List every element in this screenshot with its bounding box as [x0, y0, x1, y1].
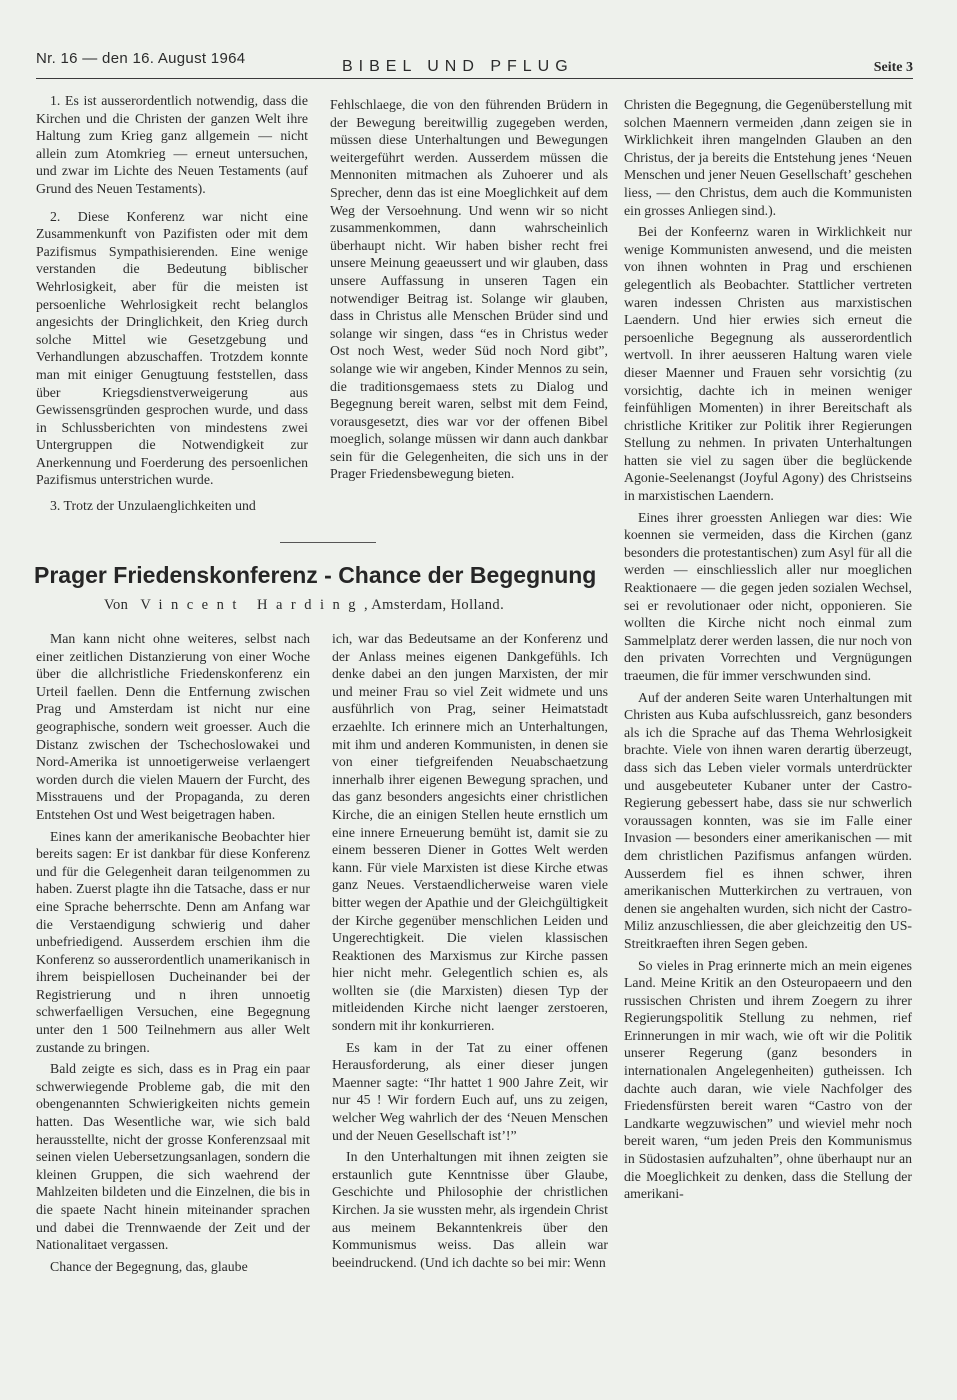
masthead-title: BIBEL UND PFLUG [342, 58, 574, 75]
article-byline [104, 597, 504, 614]
paragraph: Christen die Begegnung, die Gegenüberstellung mit solchen Maennern vermeiden ,dann zeigen sie in Wirklichkeit ihren mangelnden Glauben an den Christus, der ja bereits die Entstehung jenes ‘Neuen Menschen und jener Neuen Gesellschaft’ geschehen liess, — den Christus, dem auch die Kommunisten ein grosses Anliegen sind.). [624, 97, 912, 218]
page-number: Seite 3 [873, 60, 913, 75]
paragraph: 1. Es ist ausserordentlich notwendig, dass die Kirchen und die Christen der ganzen Welt ihre Haltung zum Krieg ganz allgemein — nicht allein zum Atomkrieg — erneut untersuchen, und zwar im Lichte des Neuen Testaments (auf Grund des Neuen Testaments). [36, 93, 308, 196]
top-column-2 [330, 96, 608, 487]
article-column-3 [624, 96, 912, 1207]
paragraph: Bald zeigte es sich, dass es in Prag ein paar schwerwiegende Probleme gab, die mit den obengenannten Schwierigkeiten nichts gemein hatten. Das Wesentliche war, wie sich bald herausstellte, nicht der grosse Konferenzsaal mit seinen vielen Uebersetzungsanlagen, sondern die kleinen Gruppen, die sich waehrend der Mahlzeiten bildeten und die Einzelnen, die bis in die spaete Nacht hinein miteinander sprachen und dabei die Trennwaende der Zeit und der Nationalitaet vergassen. [36, 1061, 310, 1253]
paragraph: Chance der Begegnung, das, glaube [50, 1258, 248, 1274]
byline-prefix: Von [104, 597, 129, 613]
paragraph: Bei der Konfeernz waren in Wirklichkeit nur wenige Kommunisten anwesend, und die meisten von ihnen wohnten in Prag und erschienen gelegentlich als Beobachter. Stattlicher vertreten waren indessen Christen aus marxistischen Laendern. Und hier erwies sich erneut die persoenliche Begegnung als ausserordentlich wertvoll. In ihrer aeusseren Haltung waren viele dieser Maenner und Frauen sehr vorsichtig (zu vorsichtig, dachte ich in meinen weniger feinfühligen Momenten) in ihrer Bereitschaft als christliche Kritiker zur Politik ihrer Regierungen Stellung zu nehmen. In privaten Unterhaltungen hatten sie viel zu sagen über die beglückende Agonie-Seelenangst (Joyful Agony) des Christseins in marxistischen Laendern. [624, 224, 912, 504]
page-header [36, 46, 913, 80]
paragraph: So vieles in Prag erinnerte mich an mein eigenes Land. Meine Kritik an den Osteuropaeern und den russischen Christen und ihrem Zoegern zu ihrer Regierungspolitik Stellung zu nehmen, rief Erinnerungen in mir wach, wie oft wir die Politik unserer Regerung (ganz besonders in internationalen Angelegenheiten) gutheissen. Ich dachte auch daran, wie viele Nachfolger des Friedensfürsten bereit waren “Castro von der Landkarte wegzuwischen” und wieviel mehr noch bereit waren, “um jeden Preis den Kommunismus in Südostasien aufzuhalten”, ohne überhaupt nur an die Moeglichkeit zu denken, dass die Stellung der amerikani- [624, 957, 912, 1202]
paragraph: Fehlschlaege, die von den führenden Brüdern in der Bewegung bereitwillig zugegeben werden, müssen diese Unterhaltungen und Bewegungen weitergeführt werden. Ausserdem müssen die Mennoniten mitmachen als Zuhoerer und als Sprecher, denn das ist eine Moeglichkeit auf dem Weg der Versoehnung. Und wenn wir so nicht zusammenkommen, dann wahrscheinlich überhaupt nicht. Wir haben bisher recht frei unsere Meinung geaeussert und wir glauben, dass unsere Auffassung in unseren Tagen ein notwendiger Beitrag ist. Solange wir glauben, dass in Christus alle Menschen Brüder sind und solange wir singen, dass “es in Christus weder Ost noch West, weder Süd noch Nord gibt”, solange wie wir angeben, Kinder Mennos zu sein, die traditionsgemaess stets zu Dialog und Begegnung bereit waren, selbst mit dem Feind, vorausgesetzt, dies war vor der offenen Bibel moeglich, solange müssen wir dann auch dankbar sein für die Gelegenheiten, die sich uns in der Prager Friedensbewegung bieten. [330, 97, 608, 482]
paragraph: Man kann nicht ohne weiteres, selbst nach einer zeitlichen Distanzierung von einer Woche über die allchristliche Friedenskonferenz ein Urteil faellen. Denn die Entfernung zwischen Prag und Amsterdam ist nicht nur eine geographische, sondern weit groesser. Auch die Distanz zwischen der Tschechoslowakei und Nord-Amerika ist unnoetigerweise verlaengert worden durch die vielen Mauern der Furcht, des Misstrauens und der Propaganda, zu deren Entstehen Ost und West beigetragen haben. [36, 631, 310, 822]
section-divider [280, 542, 376, 543]
paragraph: 3. Trotz der Unzulaenglichkeiten und [50, 498, 256, 514]
author-name: Vincent Harding [140, 597, 365, 613]
paragraph: Eines kann der amerikanische Beobachter hier bereits sagen: Er ist dankbar für diese Konferenz und für die Gelegenheit daran teilgenommen zu haben. Zuerst plagte ihn die Tatsache, dass er nur eine Sprache beherrschte. Denn am Anfang war die Verstaendigung schwierig und daher unbefriedigend. Ausserdem erschien ihm die Konferenz so ausserordentlich unamerikanisch in ihrem beispiellosen Ducheinander bei der Registrierung und n ihren unnoetig schwerfaelligen Versuchen, eine Begegnung unter den 1 500 Teilnehmern aus aller Welt zustande zu bringen. [36, 828, 310, 1055]
byline-place: , Amsterdam, Holland. [364, 597, 505, 613]
paragraph: 2. Diese Konferenz war nicht eine Zusammenkunft von Pazifisten oder mit dem Pazifismus Sympathisierenden. Eine wenige verstanden die Bedeutung biblischer Wehrlosigkeit, aber für die meisten ist persoenliche Wehrlosigkeit recht belanglos angesichts der Dringlichkeit, den Krieg durch solche Mittel wie Gesetzgebung und Verhandlungen abzuschaffen. Trotzdem konnte man mit einiger Genugtuung feststellen, dass über Kriegsdienstverweigerung aus Gewissensgründen gesprochen wurde, und dass in Schlussberichten von mindestens zwei Untergruppen die Notwendigkeit zur Anerkennung und Foerderung des persoenlichen Pazifismus unterstrichen wurde. [36, 208, 308, 488]
article-headline: Prager Friedenskonferenz - Chance der Begegnung [34, 562, 597, 588]
article-column-2 [332, 630, 608, 1275]
paragraph: In den Unterhaltungen mit ihnen zeigten sie erstaunlich gute Kenntnisse über Glaube, Geschichte und Philosophie der christlichen Kirchen. Ja sie wussten mehr, als irgendein Christ aus meinem Bekanntenkreis über den Kommunismus weiss. Das allein war beeindruckend. (Und ich dachte so bei mir: Wenn [332, 1149, 608, 1270]
article-column-1 [36, 630, 310, 1279]
issue-date: Nr. 16 — den 16. August 1964 [36, 50, 246, 67]
top-column-1 [36, 92, 308, 519]
paragraph: Auf der anderen Seite waren Unterhaltungen mit Christen aus Kuba aufschlussreich, ganz besonders als ich die Sprache auf das Thema Wehrlosigkeit brachte. Viele von ihnen waren derartig überzeugt, dass sich das Leben vieler vormals unterdrückter und ausgebeuteter Kubaner unter der Castro-Regierung gebessert habe, dass sie nur schwerlich voraussagen konnten, was sie im Falle einer Invasion — besonders einer amerikanischen — mit dem christlichen Pazifismus anfangen würden. Ausserdem fiel es ihnen schwer, ihren amerikanischen Mutterkirchen zu vertrauen, von denen sie angehalten wurden, sich nicht der Castro-Miliz anzuschliessen, die aber gleichzeitig den US-Streitkraeften ihren Segen geben. [624, 689, 912, 951]
paragraph: Es kam in der Tat zu einer offenen Herausforderung, als einer dieser jungen Maenner sagte: “Ihr hattet 1 900 Jahre Zeit, wir nur 45 ! Wir fordern Euch auf, uns zu zeigen, welcher Weg wahrlich der des ‘Neuen Menschen und der Neuen Gesellschaft ist’!” [332, 1039, 608, 1143]
header-rule [36, 78, 913, 79]
paragraph: ich, war das Bedeutsame an der Konferenz und der Anlass meines eigenen Dankgefühls. Ich denke dabei an den jungen Marxisten, der mir und meiner Frau so viel Zeit widmete und uns ausführlich von Prag, seiner Heimatstadt erzaehlte. Ich erinnere mich an Unterhaltungen, mit ihm und anderen Kommunisten, in denen sie von einer tiefgreifenden Neuabschaetzung innerhalb ihrer eigenen Bewegung sprachen, und das ganz besonders angesichts einer christlichen Kirche, die an einigen Stellen heute ernstlich um eine innere Erneuerung bemüht ist, damit sie zu einem besseren Diener in Gottes Welt werden kann. Für viele Marxisten ist diese Kirche etwas ganz Neues. Verstaendlicherweise waren viele bitter wegen der Apathie und der Gleichgültigkeit der Kirche gegenüber menschlichen Leiden und Ungerechtigkeit. Die vielen klassischen Reaktionen des Marxismus zur Kirche passen hier nicht mehr. Gelegentlich schien es, als wollten sie (die Marxisten) diesen Typ der mitleidenden Kirche nicht laenger zerstoeren, sondern mit ihr konkurrieren. [332, 631, 608, 1034]
paragraph: Eines ihrer groessten Anliegen war dies: Wie koennen sie vermeiden, dass die Kirchen (ganz besonders die protestantischen) zum Asyl für all die werden — einschliesslich aller nur moeglichen Reaktionaere — die gegen jeden sozialen Wechsel, sei er revolutionaer oder nicht, opponieren. Sie wollten die Kirche nicht noch einmal zum Sammelplatz derer werden lassen, die nur noch von den privaten Vorrechten und Vergnügungen traeumen, die für immer verschwunden sind. [624, 509, 912, 683]
